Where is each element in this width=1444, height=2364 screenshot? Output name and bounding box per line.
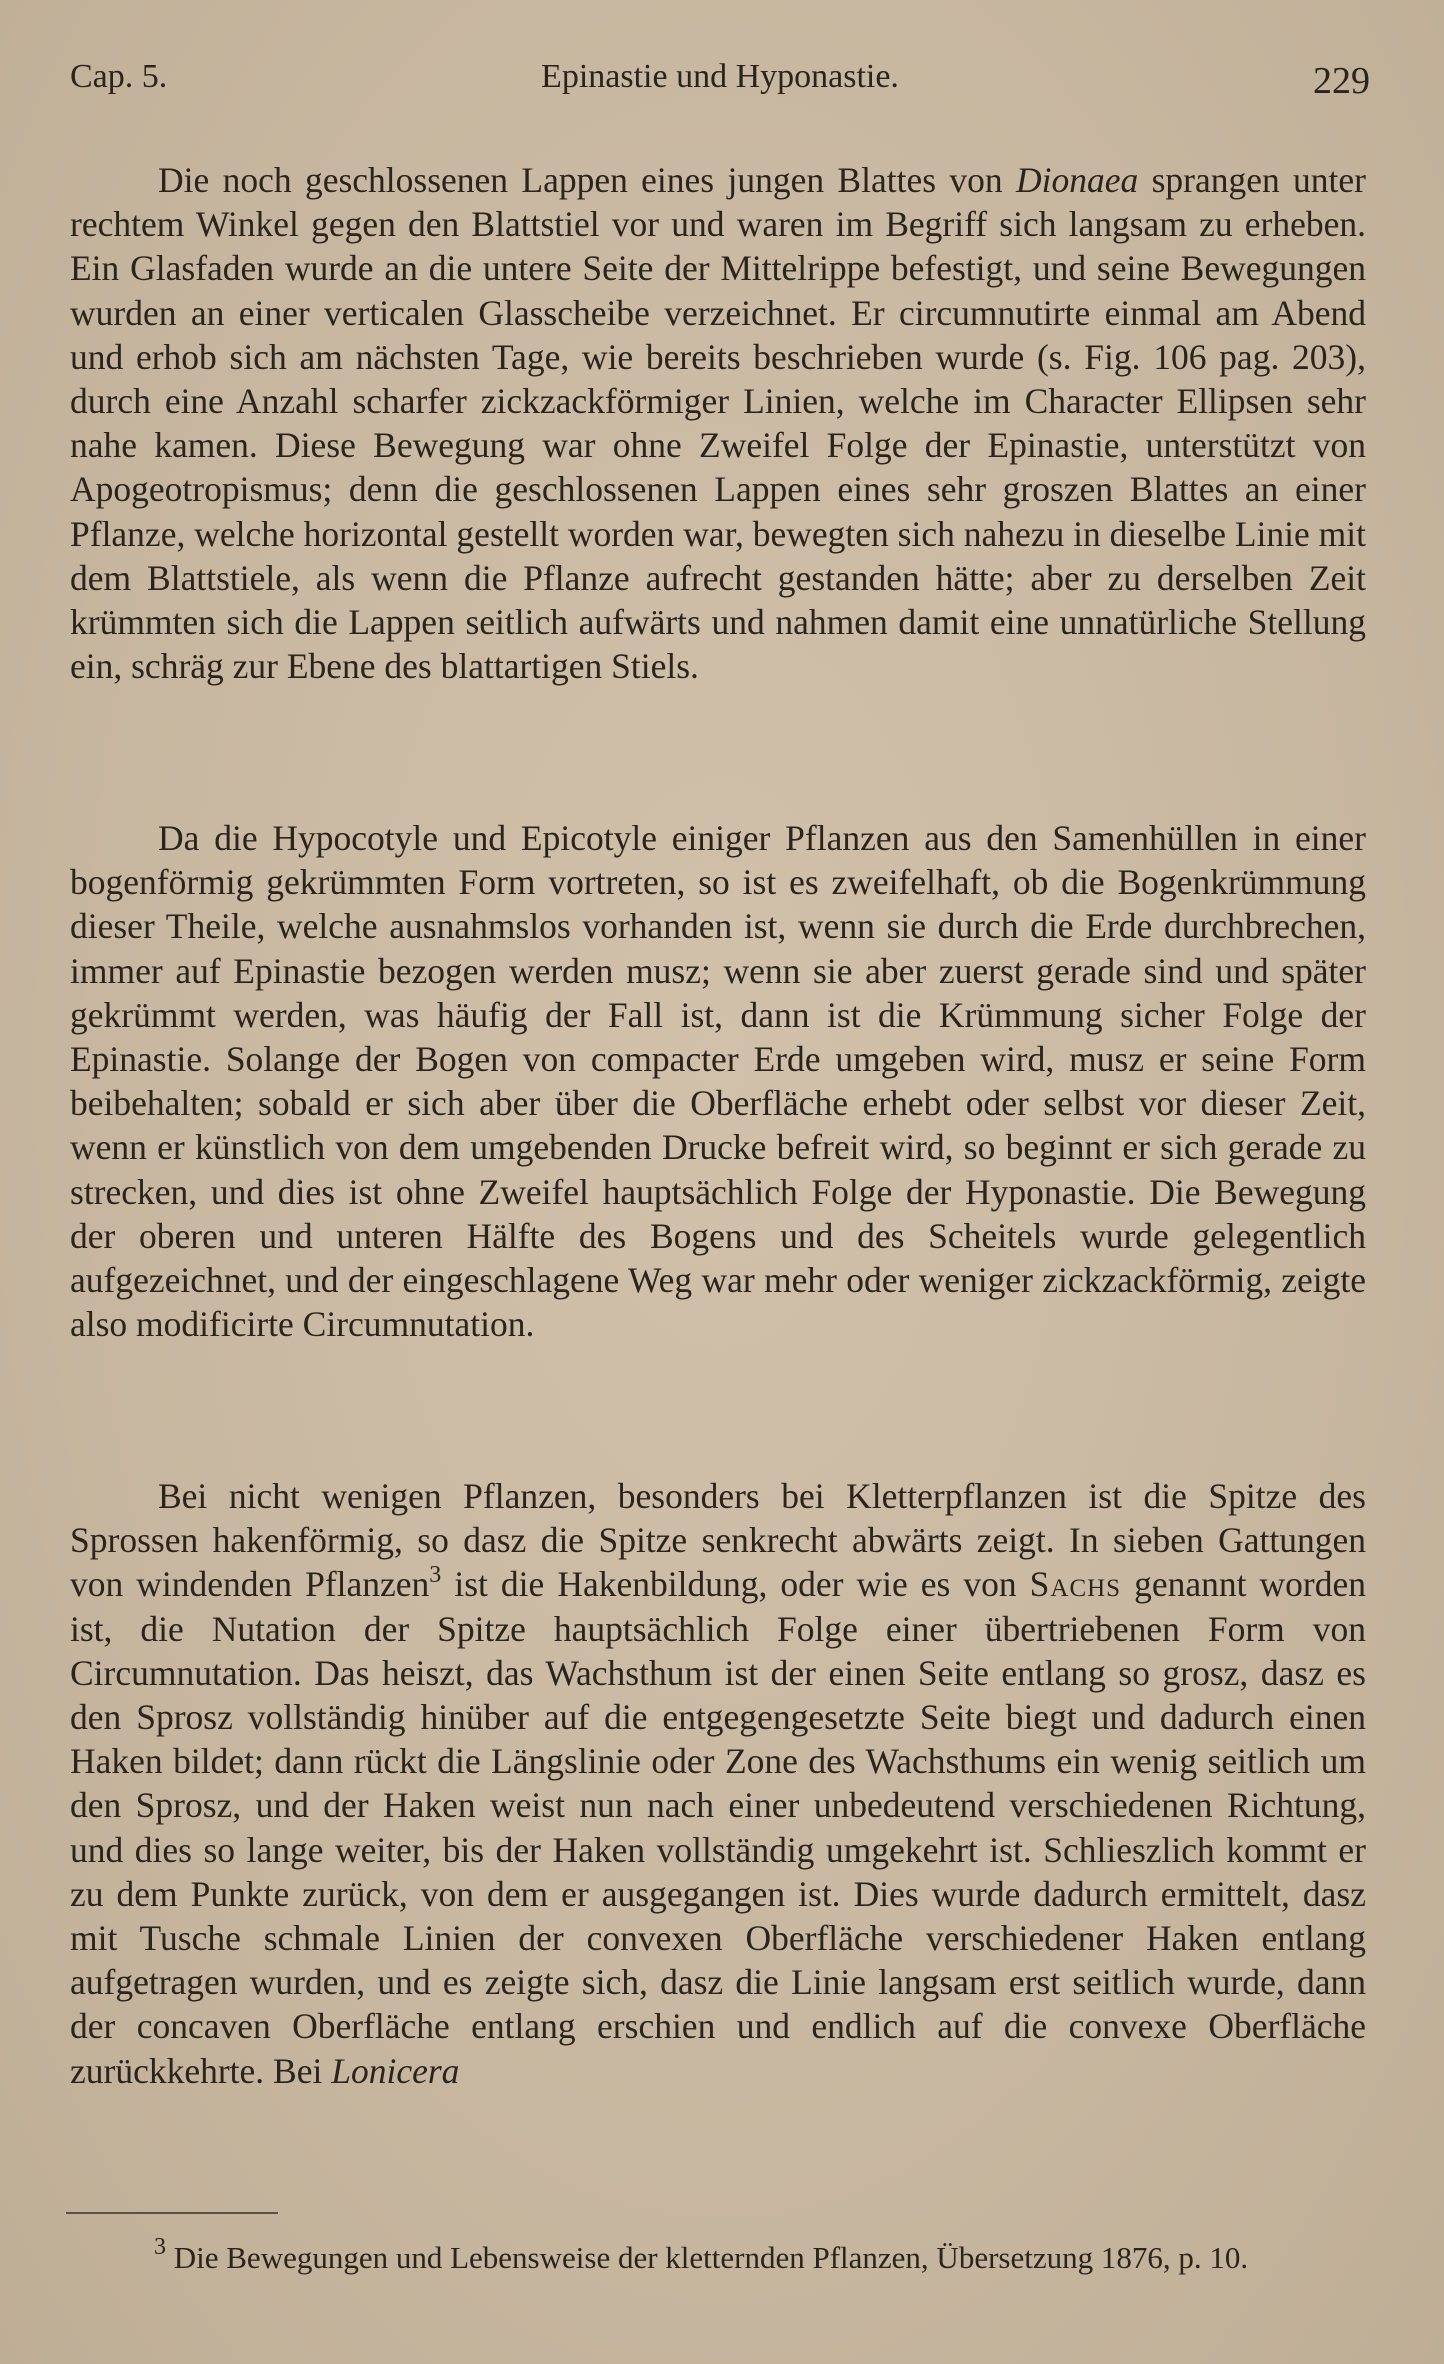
footnote-marker: 3 [154, 2234, 166, 2260]
chapter-label: Cap. 5. [70, 58, 168, 95]
footnote-reference[interactable]: 3 [429, 1562, 442, 1589]
italic-genus-name: Dionaea [1015, 160, 1139, 200]
footnote [70, 2234, 1366, 2278]
text-run: Die noch geschlossenen Lappen eines jungen Blattes von [158, 160, 1016, 200]
paragraph-dionaea [70, 158, 1366, 688]
author-name-smallcaps: Sachs [1029, 1564, 1122, 1605]
paragraph-hypocotyle [70, 816, 1366, 1346]
paragraph-1-text [70, 158, 1366, 688]
text-run: sprangen unter rechtem Winkel gegen den Blattstiel vor und waren im Begriff sich langsam zu erheben. Ein Glasfaden wurde an die untere Seite der Mittelrippe befestigt, und seine Bewegungen wurden an einer verticalen Glasscheibe verzeichnet. Er circumnutirte einmal am Abend und erhob sich am nächsten Tage, wie bereits beschrieben wurde (s. Fig. 106 pag. 203), durch eine Anzahl scharfer zickzackförmiger Linien, welche im Character Ellipsen sehr nahe kamen. Diese Bewegung war ohne Zweifel Folge der Epinastie, unterstützt von Apogeotropismus; denn die geschlossenen Lappen eines sehr groszen Blattes an einer Pflanze, welche horizontal gestellt worden war, bewegten sich nahezu in dieselbe Linie mit dem Blattstiele, als wenn die Pflanze aufrecht gestanden hätte; aber zu derselben Zeit krümmten sich die Lappen seitlich aufwärts und nahmen damit eine unnatürliche Stellung ein, schräg zur Ebene des blattartigen Stiels. [70, 160, 1366, 687]
footnote-body: Die Bewegungen und Lebensweise der kletternden Pflanzen, Übersetzung 1876, p. 10. [166, 2240, 1249, 2275]
page-number: 229 [1313, 60, 1370, 102]
text-run: ist die Hakenbildung, oder wie es von [441, 1564, 1030, 1605]
paragraph-2-text: Da die Hypocotyle und Epicotyle einiger Pflanzen aus den Samenhüllen in einer bogenförmig gekrümmten Form vortreten, so ist es zweifelhaft, ob die Bogenkrümmung dieser Theile, welche ausnahmslos vorhanden ist, wenn sie durch die Erde durchbrechen, immer auf Epinastie bezogen werden musz; wenn sie aber zuerst gerade sind und später gekrümmt werden, was häufig der Fall ist, dann ist die Krümmung sicher Folge der Epinastie. Solange der Bogen von compacter Erde umgeben wird, musz er seine Form beibehalten; sobald er sich aber über die Oberfläche erhebt oder selbst vor dieser Zeit, wenn er künstlich von dem umgebenden Drucke befreit wird, so beginnt er sich gerade zu strecken, und dies ist ohne Zweifel hauptsächlich Folge der Hyponastie. Die Bewegung der oberen und unteren Hälfte des Bogens und des Scheitels wurde gelegentlich aufgezeichnet, und der eingeschlagene Weg war mehr oder weniger zickzackförmig, zeigte also modificirte Circumnutation. [70, 818, 1366, 1345]
text-run: genannt worden ist, die Nutation der Spitze hauptsächlich Folge einer übertriebenen Form von Circumnutation. Das heiszt, das Wachsthum ist der einen Seite entlang so grosz, dasz es den Sprosz vollständig hinüber auf die entgegengesetzte Seite biegt und dadurch einen Haken bildet; dann rückt die Längslinie oder Zone des Wachsthums ein wenig seitlich um den Sprosz, und der Haken weist nun nach einer unbedeutend verschiedenen Richtung, und dies so lange weiter, bis der Haken vollständig umgekehrt ist. Schlieszlich kommt er zu dem Punkte zurück, von dem er ausgegangen ist. Dies wurde dadurch ermittelt, dasz mit Tusche schmale Linien der convexen Oberfläche verschiedener Haken entlang aufgetragen wurden, und es zeigte sich, dasz die Linie langsam erst seitlich wurde, dann der concaven Oberfläche entlang erschien und endlich auf die convexe Oberfläche zurückkehrte. Bei [70, 1564, 1367, 2091]
italic-genus-name: Lonicera [331, 2050, 460, 2091]
footnote-divider [66, 2212, 278, 2214]
paragraph-3-text [70, 1474, 1366, 2093]
paragraph-kletterpflanzen [70, 1474, 1366, 2093]
running-header [70, 52, 1370, 102]
text-run: Bei nicht wenigen Pflanzen, besonders bei Kletterpflanzen ist die Spitze des Sprossen hakenförmig, so dasz die Spitze senkrecht abwärts zeigt. In sieben Gattungen von windenden Pflanzen [70, 1476, 1366, 1605]
running-title: Epinastie und Hyponastie. [541, 58, 899, 95]
footnote-text [70, 2234, 1366, 2278]
